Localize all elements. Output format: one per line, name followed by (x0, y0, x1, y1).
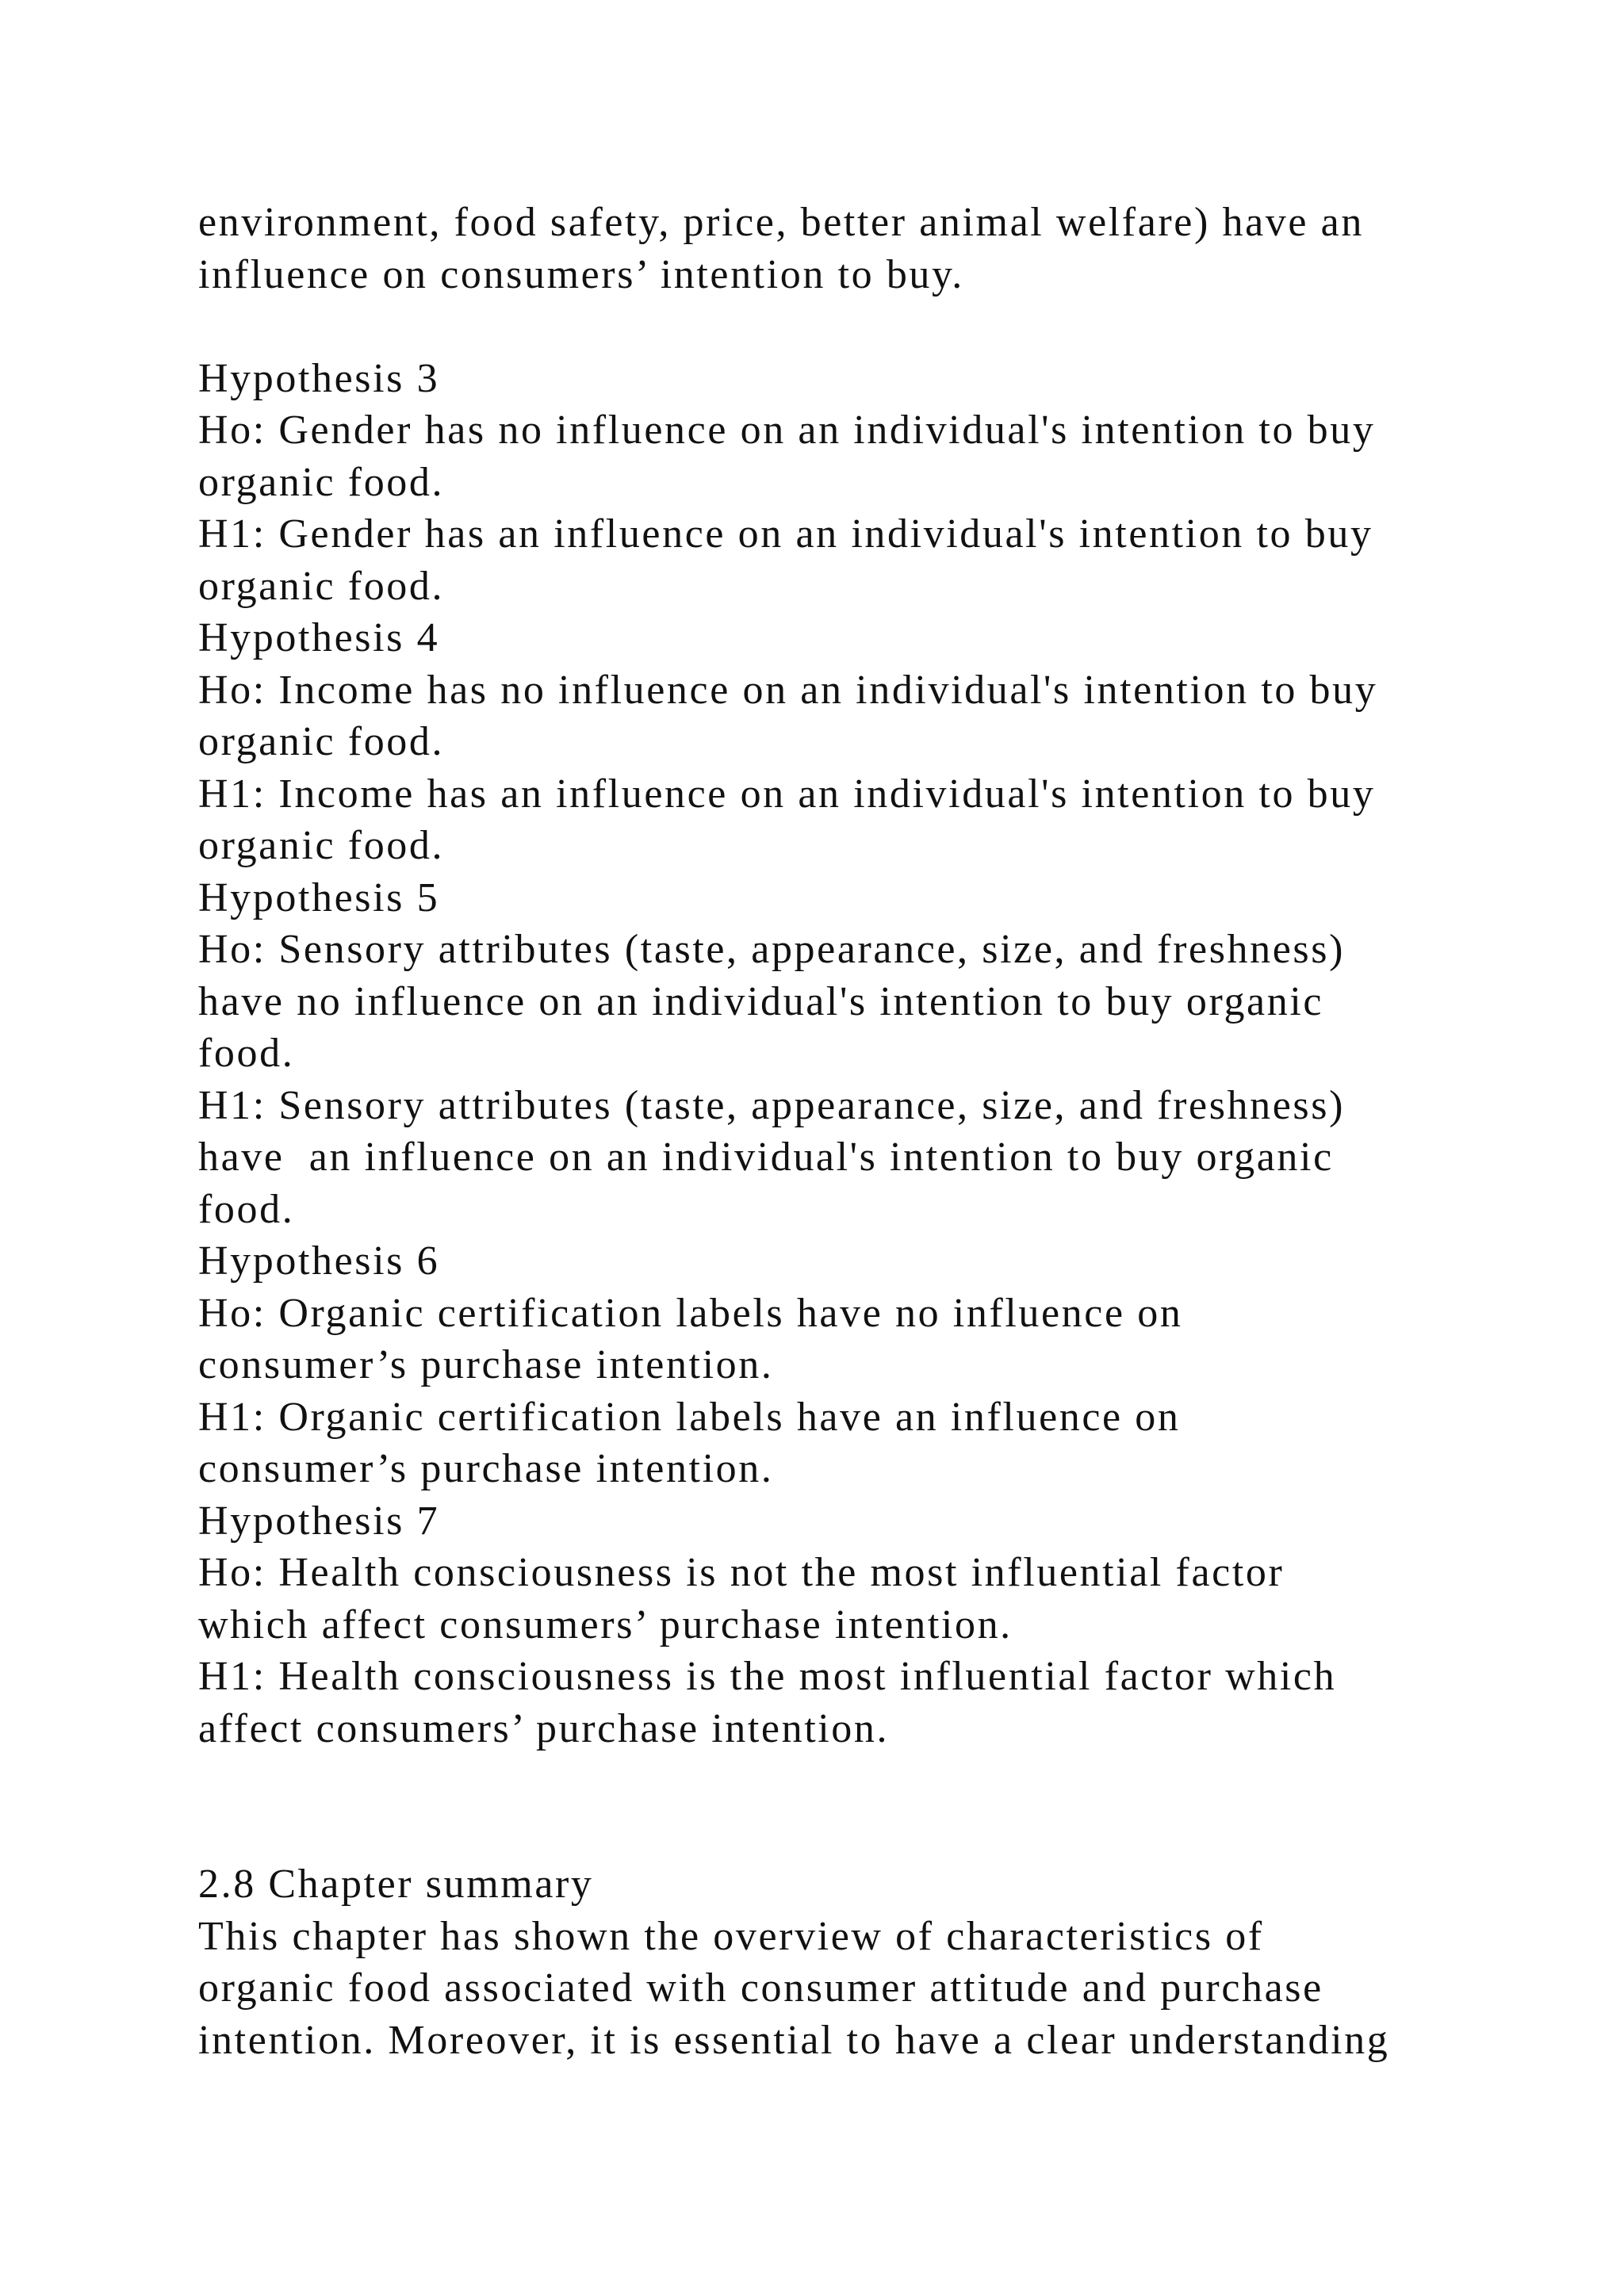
text-line: Ho: Income has no influence on an individual's intention to buy (198, 667, 1378, 713)
text-line: H1: Organic certification labels have an influence on (198, 1394, 1181, 1440)
text-line: which affect consumers’ purchase intention. (198, 1601, 1013, 1647)
text-line: organic food associated with consumer attitude and purchase (198, 1965, 1323, 2011)
hypothesis-heading: Hypothesis 3 (198, 355, 440, 401)
blank-line (198, 1755, 1499, 1807)
text-line: Ho: Sensory attributes (taste, appearance, size, and freshness) (198, 927, 1346, 972)
hypothesis-heading: Hypothesis 7 (198, 1498, 440, 1544)
text-line: Ho: Organic certification labels have no influence on (198, 1290, 1183, 1336)
text-line: affect consumers’ purchase intention. (198, 1705, 890, 1751)
text-line: organic food. (198, 459, 445, 505)
section-heading: 2.8 Chapter summary (198, 1862, 594, 1907)
text-line: This chapter has shown the overview of characteristics of (198, 1913, 1264, 1959)
text-line: organic food. (198, 823, 445, 868)
text-line: Ho: Health consciousness is not the most influential factor (198, 1550, 1285, 1595)
text-line: food. (198, 1186, 295, 1232)
text-line: organic food. (198, 719, 445, 764)
text-line: food. (198, 1031, 295, 1076)
hypothesis-heading: Hypothesis 5 (198, 874, 440, 920)
hypothesis-heading: Hypothesis 4 (198, 615, 440, 660)
document-body (198, 197, 1499, 2066)
text-line: H1: Health consciousness is the most influential factor which (198, 1654, 1337, 1699)
text-line: environment, food safety, price, better animal welfare) have an (198, 200, 1364, 245)
text-line: intention. Moreover, it is essential to have a clear understanding (198, 2017, 1390, 2063)
text-line: H1: Gender has an influence on an individual's intention to buy (198, 511, 1373, 557)
hypothesis-heading: Hypothesis 6 (198, 1238, 440, 1284)
text-line: organic food. (198, 563, 445, 609)
text-line: Ho: Gender has no influence on an individual's intention to buy (198, 408, 1376, 453)
text-line: H1: Income has an influence on an individual's intention to buy (198, 771, 1376, 817)
text-line: consumer’s purchase intention. (198, 1446, 774, 1491)
text-line: have an influence on an individual's intention to buy organic (198, 1135, 1334, 1180)
text-line: H1: Sensory attributes (taste, appearance, size, and freshness) (198, 1082, 1346, 1128)
blank-line (198, 300, 1499, 353)
text-line: influence on consumers’ intention to buy. (198, 251, 964, 297)
blank-line (198, 1807, 1499, 1859)
text-line: consumer’s purchase intention. (198, 1342, 774, 1387)
text-line: have no influence on an individual's intention to buy organic (198, 978, 1324, 1024)
